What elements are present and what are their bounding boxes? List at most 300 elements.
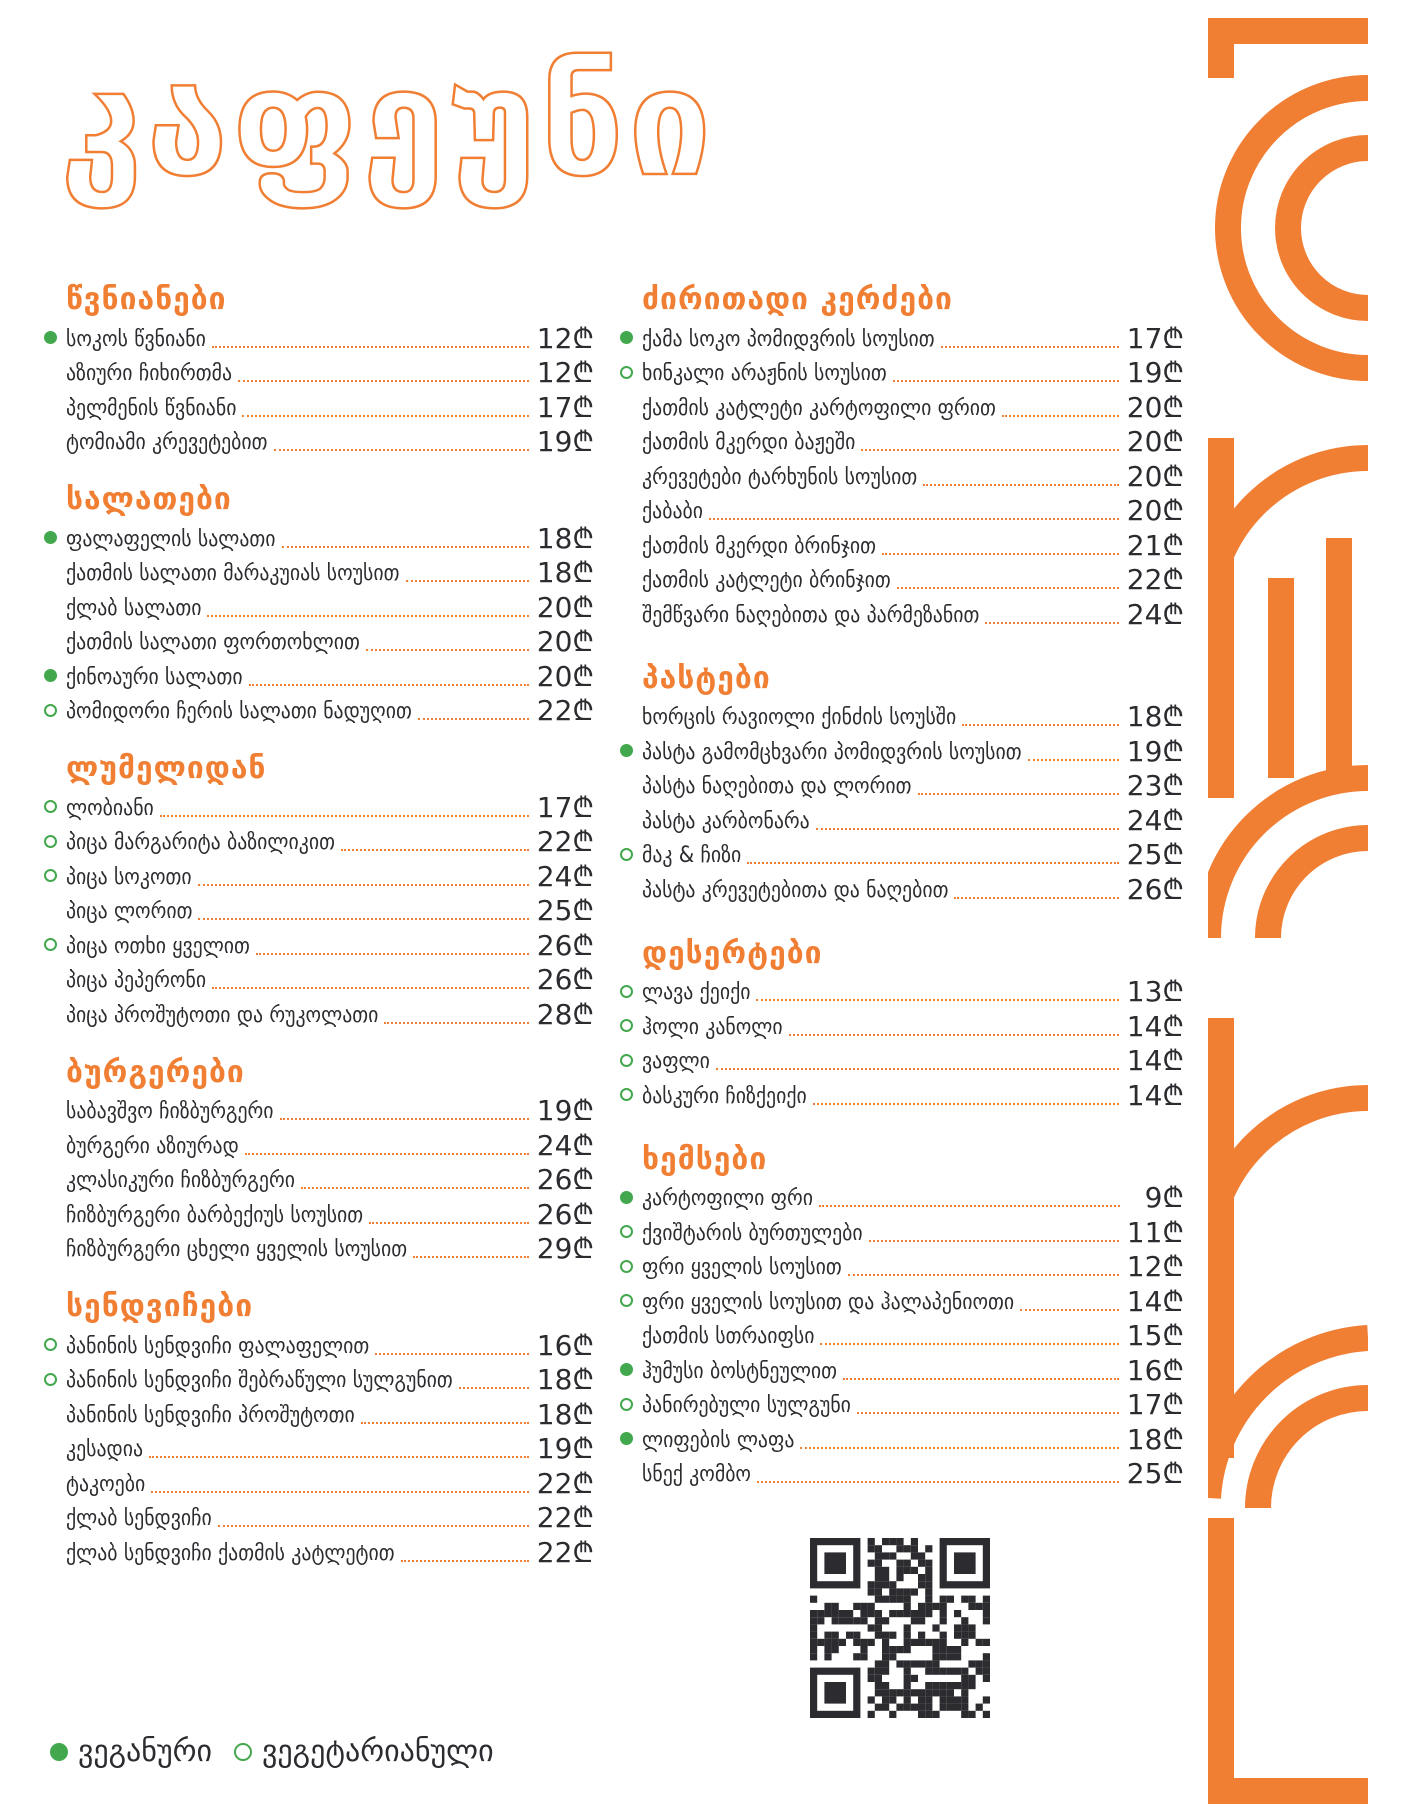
dotted-leader (789, 1034, 1119, 1036)
lari-icon: ₾ (1162, 1215, 1184, 1249)
price-value: 22 (536, 1466, 573, 1500)
dotted-leader (282, 546, 529, 548)
item-name: ქვიშტარის ბურთულები (642, 1220, 863, 1246)
menu-section (620, 280, 1184, 631)
dotted-leader (212, 987, 529, 989)
item-name: კარტოფილი ფრი (642, 1186, 813, 1211)
lari-icon: ₾ (1162, 1078, 1184, 1112)
dotted-leader (857, 1412, 1119, 1414)
dotted-leader (709, 518, 1119, 520)
section-title: დესერტები (642, 935, 823, 971)
dotted-leader (375, 1353, 529, 1355)
item-price (1127, 701, 1184, 733)
price-value: 20 (536, 625, 573, 658)
menu-item (620, 837, 1184, 872)
menu-item (620, 527, 1184, 562)
item-name: მაკ & ჩიზი (642, 843, 742, 868)
dotted-leader (249, 684, 529, 686)
price-value: 22 (536, 825, 573, 858)
lari-icon: ₾ (572, 997, 594, 1031)
item-name: ქლაბ სენდვიჩი ქათმის კატლეტით (66, 1540, 395, 1566)
item-name: ხინკალი არაჟნის სოუსით (642, 361, 887, 386)
item-name: ტაკოები (66, 1471, 146, 1497)
menu-section (44, 280, 594, 458)
price-value: 22 (536, 1501, 573, 1534)
section-title: პასტები (642, 660, 771, 696)
item-price (537, 1095, 594, 1127)
item-price (537, 323, 594, 355)
vegetarian-circle-icon (620, 1054, 633, 1067)
decorative-arcs (1208, 18, 1368, 1804)
dotted-leader (459, 1387, 529, 1389)
menu-section (44, 1053, 594, 1266)
item-price (537, 1130, 594, 1162)
diet-marker (620, 1215, 642, 1249)
item-price (537, 792, 594, 824)
diet-marker (44, 355, 66, 389)
item-price (1127, 1217, 1184, 1249)
price-value: 22 (536, 1535, 573, 1569)
lari-icon: ₾ (1162, 803, 1184, 837)
diet-marker (44, 1162, 66, 1196)
item-price (1127, 1355, 1184, 1387)
price-value: 22 (1126, 563, 1163, 596)
vegetarian-circle-icon (620, 1225, 633, 1238)
dotted-leader (819, 1205, 1120, 1207)
menu-item (44, 927, 594, 962)
menu-item (620, 1214, 1184, 1249)
item-price (537, 592, 594, 624)
price-value: 14 (1126, 1284, 1163, 1318)
price-value: 26 (536, 1197, 573, 1231)
vegetarian-circle-icon (620, 1260, 633, 1273)
dotted-leader (245, 1153, 529, 1155)
vegetarian-circle-icon (620, 1398, 633, 1411)
price-value: 19 (536, 425, 573, 458)
diet-marker (620, 1009, 642, 1043)
diet-marker (44, 1535, 66, 1569)
lari-icon: ₾ (1162, 1353, 1184, 1387)
menu-item (44, 1231, 594, 1266)
price-value: 9 (1144, 1181, 1163, 1214)
menu-section (620, 934, 1184, 1112)
diet-marker (620, 734, 642, 768)
price-value: 12 (1126, 1250, 1163, 1283)
item-name: ხორცის რავიოლი ქინძის სოუსში (642, 705, 957, 730)
lari-icon: ₾ (572, 425, 594, 458)
item-price (1127, 976, 1184, 1008)
item-name: პასტა კარბონარა (642, 808, 810, 834)
diet-marker (620, 528, 642, 562)
lari-icon: ₾ (572, 790, 594, 824)
menu-item (44, 1534, 594, 1569)
item-name: პიცა ლორით (66, 899, 193, 924)
menu-item (620, 1387, 1184, 1422)
vegetarian-circle-icon (44, 1373, 57, 1386)
legend-vegetarian-label: ვეგეტარიანული (262, 1734, 494, 1769)
price-value: 21 (1126, 528, 1163, 562)
item-price (537, 392, 594, 424)
diet-marker (44, 1500, 66, 1534)
lari-icon: ₾ (572, 356, 594, 389)
lari-icon: ₾ (1162, 563, 1184, 596)
item-price (537, 426, 594, 458)
menu-item (44, 1396, 594, 1431)
diet-marker (620, 493, 642, 527)
vegan-dot-icon (620, 331, 633, 344)
dotted-leader (384, 1022, 528, 1024)
price-value: 16 (536, 1328, 573, 1362)
dotted-leader (149, 1456, 529, 1458)
menu-section (44, 480, 594, 727)
menu-column-left (44, 280, 594, 1591)
dotted-leader (757, 1481, 1119, 1483)
price-value: 25 (536, 894, 573, 927)
price-value: 17 (1126, 321, 1163, 355)
price-value: 26 (536, 1163, 573, 1196)
diet-marker (620, 1249, 642, 1283)
menu-item (620, 562, 1184, 597)
menu-item (44, 693, 594, 728)
dotted-leader (238, 380, 529, 382)
vegetarian-circle-icon (620, 366, 633, 379)
item-price (537, 1433, 594, 1465)
vegetarian-circle-icon (44, 938, 57, 951)
price-value: 22 (536, 694, 573, 727)
item-name: პასტა გამომცხვარი პომიდვრის სოუსით (642, 739, 1022, 765)
dotted-leader (882, 553, 1119, 555)
price-value: 16 (1126, 1353, 1163, 1387)
section-title: ხემსები (642, 1141, 768, 1177)
diet-marker (620, 1456, 642, 1490)
dotted-leader (198, 918, 528, 920)
dotted-leader (869, 1240, 1119, 1242)
vegan-dot-icon (620, 744, 633, 757)
lari-icon: ₾ (572, 1535, 594, 1569)
menu-item (44, 1431, 594, 1466)
diet-marker (44, 1197, 66, 1231)
item-name: პიცა მარგარიტა ბაზილიკით (66, 830, 335, 855)
qr-code[interactable] (810, 1538, 990, 1718)
diet-marker (620, 355, 642, 389)
diet-marker (620, 424, 642, 458)
diet-marker (620, 1284, 642, 1318)
item-price (537, 1164, 594, 1196)
price-value: 25 (1126, 838, 1163, 871)
menu-item (620, 355, 1184, 390)
dotted-leader (274, 449, 529, 451)
vegetarian-circle-icon (44, 869, 57, 882)
diet-marker (44, 693, 66, 727)
vegetarian-circle-icon (620, 985, 633, 998)
item-name: ქამა სოკო პომიდვრის სოუსით (642, 326, 935, 352)
price-value: 18 (536, 521, 573, 555)
price-value: 26 (536, 963, 573, 996)
lari-icon: ₾ (1162, 1422, 1184, 1456)
section-title: სენდვიჩები (66, 1289, 254, 1324)
menu-item (44, 962, 594, 997)
section-title: ძირითადი კერძები (642, 282, 953, 317)
menu-item (620, 424, 1184, 459)
lari-icon: ₾ (1162, 356, 1184, 389)
vegetarian-circle-icon (620, 1088, 633, 1101)
dotted-leader (893, 380, 1119, 382)
menu-item (44, 389, 594, 424)
item-name: აზიური ჩიხირთმა (66, 361, 233, 386)
section-title: სალათები (66, 482, 232, 517)
diet-marker (44, 928, 66, 962)
lari-icon: ₾ (572, 1328, 594, 1362)
item-name: შემწვარი ნაღებითა და პარმეზანით (642, 602, 980, 628)
item-name: კესადია (66, 1437, 144, 1462)
dotted-leader (861, 449, 1118, 451)
vegetarian-circle-icon (44, 1338, 57, 1351)
item-price (1127, 736, 1184, 768)
diet-marker (620, 837, 642, 871)
lari-icon: ₾ (572, 928, 594, 962)
section-title: წვნიანები (66, 282, 227, 317)
vegan-dot-icon (620, 1191, 633, 1204)
item-name: ჰუმუსი ბოსტნეულით (642, 1358, 838, 1384)
lari-icon: ₾ (572, 1232, 594, 1265)
dotted-leader (361, 1422, 529, 1424)
price-value: 20 (1126, 425, 1163, 458)
item-name: ლავა ქეიქი (642, 980, 751, 1005)
menu-item (620, 768, 1184, 803)
price-value: 17 (536, 790, 573, 824)
menu-item (620, 1456, 1184, 1491)
price-value: 18 (536, 1363, 573, 1396)
item-name: ფრი ყველის სოუსით და ჰალაპენიოთი (642, 1289, 1015, 1315)
item-name: ქათმის კატლეტი კარტოფილი ფრით (642, 395, 996, 421)
lari-icon: ₾ (572, 390, 594, 424)
menu-item (620, 320, 1184, 355)
item-name: პიცა სოკოთი (66, 864, 192, 890)
item-price (1127, 805, 1184, 837)
price-value: 20 (536, 659, 573, 693)
dotted-leader (923, 484, 1118, 486)
legend-vegetarian (234, 1732, 494, 1772)
menu-item (44, 320, 594, 355)
menu-item (620, 596, 1184, 631)
menu-item (44, 1327, 594, 1362)
lari-icon: ₾ (572, 963, 594, 996)
menu-item (620, 1008, 1184, 1043)
price-value: 20 (1126, 494, 1163, 527)
item-price (537, 964, 594, 996)
dotted-leader (369, 1222, 529, 1224)
dotted-leader (160, 815, 529, 817)
item-name: ქათმის სალათი ფორთოხლით (66, 630, 360, 655)
dotted-leader (341, 849, 529, 851)
diet-marker (44, 1231, 66, 1265)
diet-marker (620, 597, 642, 631)
item-price (1127, 392, 1184, 424)
dotted-leader (954, 897, 1118, 899)
menu-item (620, 493, 1184, 528)
diet-marker (620, 974, 642, 1008)
dotted-leader (366, 649, 529, 651)
price-value: 14 (1126, 1078, 1163, 1112)
diet-marker (44, 521, 66, 555)
item-name: პასტა კრევეტებითა და ნაღებით (642, 877, 949, 903)
item-price (537, 523, 594, 555)
item-name: ქათმის მკერდი ბრინჯით (642, 533, 876, 559)
item-name: ქათმის სალათი მარაკუიას სოუსით (66, 561, 400, 586)
vegan-dot-icon (44, 331, 57, 344)
price-value: 17 (1126, 1388, 1163, 1421)
lari-icon: ₾ (1162, 321, 1184, 355)
item-price (1127, 1320, 1184, 1352)
menu-item (44, 424, 594, 459)
dotted-leader (985, 622, 1118, 624)
dotted-leader (1020, 1309, 1119, 1311)
vegan-dot-icon (620, 1432, 633, 1445)
lari-icon: ₾ (1162, 700, 1184, 733)
item-name: ჩიზბურგერი ცხელი ყველის სოუსით (66, 1237, 408, 1262)
menu-item (620, 1077, 1184, 1112)
item-name: ჩიზბურგერი ბარბექიუს სოუსით (66, 1202, 364, 1228)
menu-item (44, 1162, 594, 1197)
price-value: 19 (1126, 734, 1163, 768)
diet-marker (44, 824, 66, 858)
item-price (1127, 770, 1184, 802)
vegetarian-circle-icon (620, 848, 633, 861)
section-title: ბურგერები (66, 1054, 245, 1090)
item-name: საბავშვო ჩიზბურგერი (66, 1099, 274, 1124)
item-price (1127, 461, 1184, 493)
item-name: ქათმის კატლეტი ბრინჯით (642, 568, 891, 593)
vegan-dot-icon (44, 531, 57, 544)
dotted-leader (800, 1447, 1118, 1449)
diet-marker (44, 659, 66, 693)
dotted-leader (242, 415, 528, 417)
menu-item (44, 1127, 594, 1162)
dotted-leader (301, 1187, 529, 1189)
item-price (537, 1199, 594, 1231)
item-price (537, 1502, 594, 1534)
price-value: 14 (1126, 1009, 1163, 1043)
item-price (1127, 874, 1184, 906)
lari-icon: ₾ (1162, 528, 1184, 562)
item-price (537, 626, 594, 658)
menu-item (44, 624, 594, 659)
diet-marker (44, 790, 66, 824)
lari-icon: ₾ (572, 321, 594, 355)
price-value: 26 (536, 928, 573, 962)
dotted-leader (406, 580, 529, 582)
dotted-leader (820, 1343, 1118, 1345)
item-name: ტომიამი კრევეტებით (66, 430, 268, 455)
menu-item (44, 589, 594, 624)
item-name: პანინის სენდვიჩი შებრაწული სულგუნით (66, 1368, 453, 1393)
menu-item (44, 1500, 594, 1535)
price-value: 18 (536, 1397, 573, 1431)
diet-marker (44, 1362, 66, 1396)
item-price (1127, 1011, 1184, 1043)
lari-icon: ₾ (572, 859, 594, 893)
diet-marker (620, 699, 642, 733)
item-name: ლობიანი (66, 795, 154, 821)
menu-item (44, 355, 594, 390)
menu-item (620, 1180, 1184, 1215)
item-price (1127, 323, 1184, 355)
diet-marker (44, 424, 66, 458)
item-name: პომიდორი ჩერის სალათი ნადუღით (66, 699, 412, 724)
lari-icon: ₾ (1162, 1457, 1184, 1490)
item-price (537, 357, 594, 389)
menu-item (620, 802, 1184, 837)
item-price (1127, 426, 1184, 458)
dotted-leader (1002, 415, 1119, 417)
lari-icon: ₾ (572, 1363, 594, 1396)
menu-section (44, 1287, 594, 1569)
item-price (1127, 357, 1184, 389)
dotted-leader (848, 1274, 1119, 1276)
dotted-leader (756, 999, 1118, 1001)
menu-item (44, 858, 594, 893)
diet-marker (620, 321, 642, 355)
vegan-dot-icon (620, 1363, 633, 1376)
section-title: ლუმელიდან (66, 751, 267, 786)
diet-marker (620, 1387, 642, 1421)
diet-marker (44, 997, 66, 1031)
item-price (537, 861, 594, 893)
item-name: ქლაბ სენდვიჩი (66, 1506, 212, 1531)
dotted-leader (212, 346, 529, 348)
lari-icon: ₾ (572, 1466, 594, 1500)
menu-item (620, 1421, 1184, 1456)
item-name: ბასკური ჩიზქეიქი (642, 1083, 807, 1109)
item-name: სნექ კომბო (642, 1462, 752, 1487)
lari-icon: ₾ (572, 894, 594, 927)
dotted-leader (151, 1491, 529, 1493)
price-value: 14 (1126, 1044, 1163, 1077)
menu-section (44, 749, 594, 1031)
lari-icon: ₾ (1162, 425, 1184, 458)
lari-icon: ₾ (1162, 838, 1184, 871)
menu-item (620, 974, 1184, 1009)
diet-marker (620, 1043, 642, 1077)
dotted-leader (401, 1560, 529, 1562)
diet-marker (44, 1397, 66, 1431)
price-value: 26 (1126, 872, 1163, 906)
menu-item (44, 893, 594, 928)
lari-icon: ₾ (572, 1197, 594, 1231)
vegan-dot-icon (50, 1743, 68, 1761)
price-value: 12 (536, 356, 573, 389)
item-name: ბურგერი აზიურად (66, 1133, 239, 1159)
diet-marker (620, 768, 642, 802)
diet-marker (44, 1328, 66, 1362)
dotted-leader (962, 724, 1118, 726)
diet-marker (44, 321, 66, 355)
diet-marker (620, 562, 642, 596)
legend-vegan (50, 1732, 212, 1772)
diet-marker (620, 1180, 642, 1214)
lari-icon: ₾ (1162, 1284, 1184, 1318)
menu-item (44, 520, 594, 555)
diet-marker (44, 590, 66, 624)
menu-item (44, 824, 594, 859)
vegan-dot-icon (44, 669, 57, 682)
diet-marker (44, 1093, 66, 1127)
item-price (1127, 1389, 1184, 1421)
page-title: კაფეუნი (60, 37, 716, 209)
lari-icon: ₾ (1162, 1319, 1184, 1352)
item-price (537, 661, 594, 693)
item-price (537, 557, 594, 589)
